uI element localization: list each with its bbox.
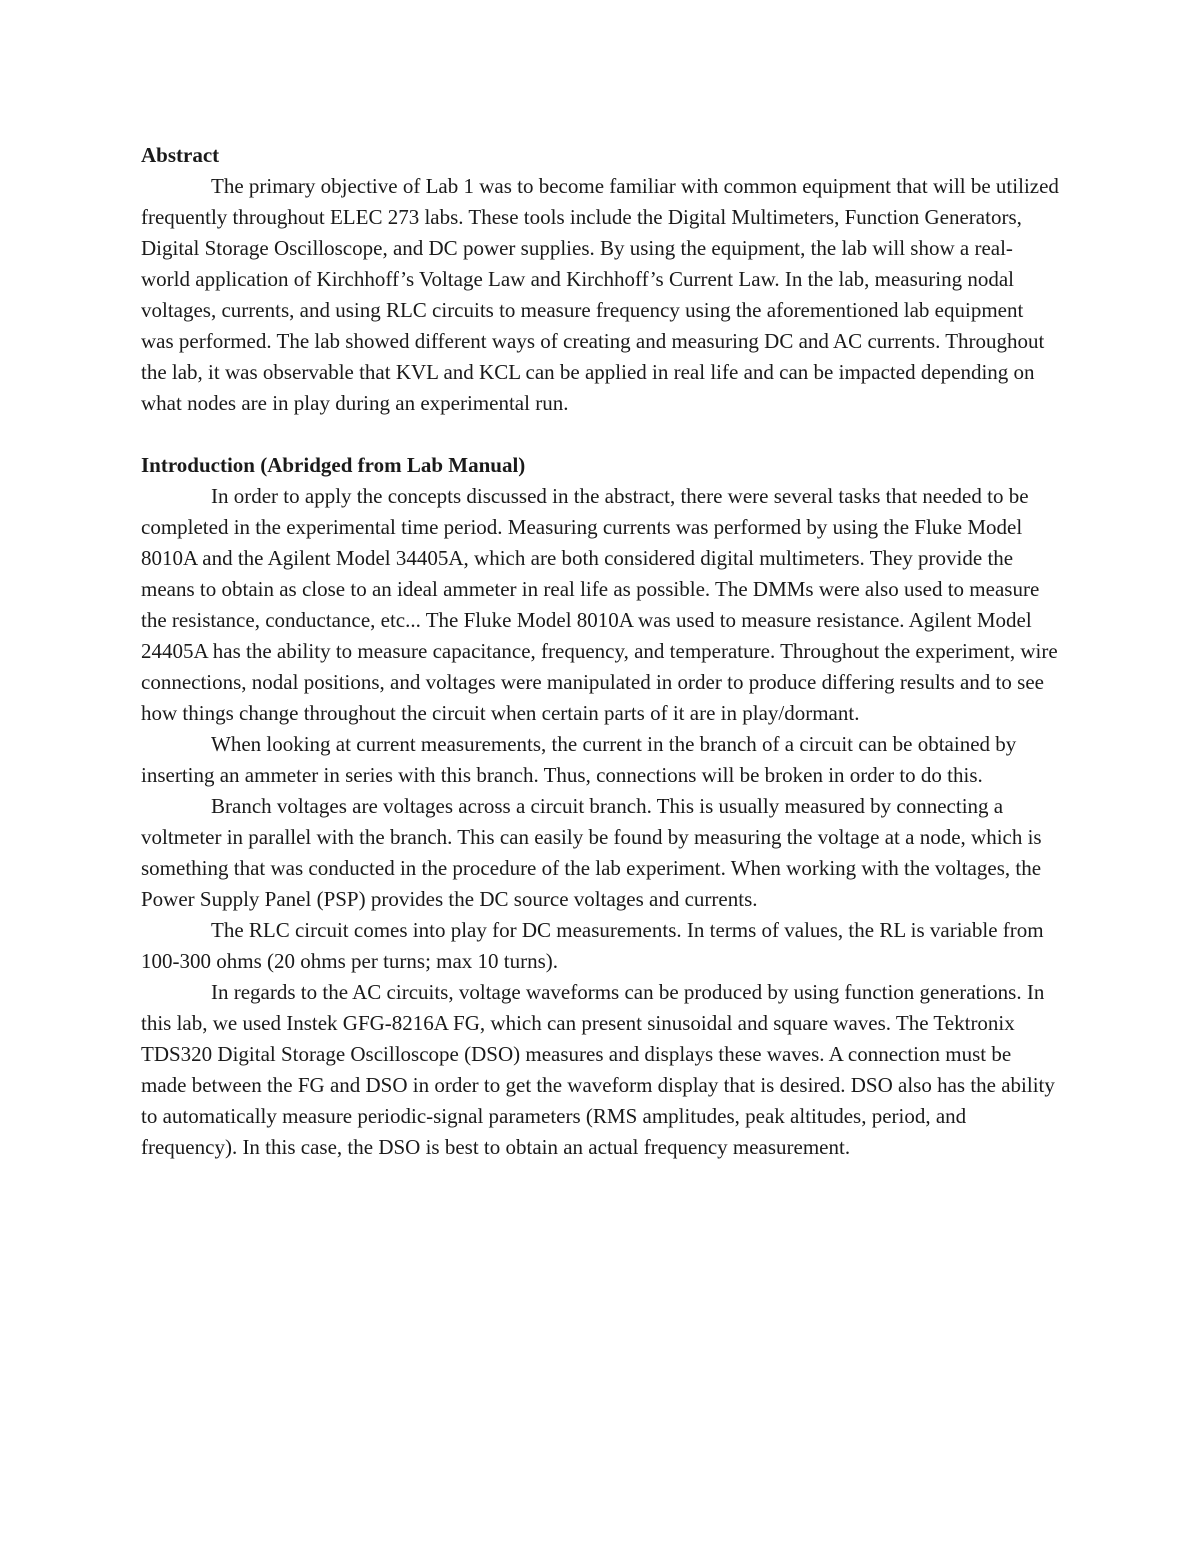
introduction-paragraph-3: Branch voltages are voltages across a circuit branch. This is usually measured by connecting a voltmeter in parallel with the branch. This can easily be found by measuring the voltage at a node, which is something that was conducted in the procedure of the lab experiment. When working with the voltages, the Power Supply Panel (PSP) provides the DC source voltages and currents. [141, 794, 1042, 911]
abstract-section [141, 140, 1061, 419]
abstract-paragraph: The primary objective of Lab 1 was to become familiar with common equipment that will be utilized frequently throughout ELEC 273 labs. These tools include the Digital Multimeters, Function Generators, Digital Storage Oscilloscope, and DC power supplies. By using the equipment, the lab will show a real-world application of Kirchhoff’s Voltage Law and Kirchhoff’s Current Law. In the lab, measuring nodal voltages, currents, and using RLC circuits to measure frequency using the aforementioned lab equipment was performed. The lab showed different ways of creating and measuring DC and AC currents. Throughout the lab, it was observable that KVL and KCL can be applied in real life and can be impacted depending on what nodes are in play during an experimental run. [141, 174, 1059, 415]
introduction-paragraph-2: When looking at current measurements, the current in the branch of a circuit can be obtained by inserting an ammeter in series with this branch. Thus, connections will be broken in order to do this. [141, 732, 1017, 787]
introduction-paragraph-4: The RLC circuit comes into play for DC measurements. In terms of values, the RL is variable from 100-300 ohms (20 ohms per turns; max 10 turns). [141, 918, 1044, 973]
introduction-paragraph-5: In regards to the AC circuits, voltage waveforms can be produced by using function generations. In this lab, we used Instek GFG-8216A FG, which can present sinusoidal and square waves. The Tektronix TDS320 Digital Storage Oscilloscope (DSO) measures and displays these waves. A connection must be made between the FG and DSO in order to get the waveform display that is desired. DSO also has the ability to automatically measure periodic-signal parameters (RMS amplitudes, peak altitudes, period, and frequency). In this case, the DSO is best to obtain an actual frequency measurement. [141, 980, 1055, 1159]
abstract-heading: Abstract [141, 143, 220, 167]
introduction-section [141, 450, 1061, 1163]
document-body [141, 140, 1061, 1163]
introduction-heading: Introduction (Abridged from Lab Manual) [141, 453, 526, 477]
introduction-paragraph-1: In order to apply the concepts discussed in the abstract, there were several tasks that needed to be completed in the experimental time period. Measuring currents was performed by using the Fluke Model 8010A and the Agilent Model 34405A, which are both considered digital multimeters. They provide the means to obtain as close to an ideal ammeter in real life as possible. The DMMs were also used to measure the resistance, conductance, etc... The Fluke Model 8010A was used to measure resistance. Agilent Model 24405A has the ability to measure capacitance, frequency, and temperature. Throughout the experiment, wire connections, nodal positions, and voltages were manipulated in order to produce differing results and to see how things change throughout the circuit when certain parts of it are in play/dormant. [141, 484, 1058, 725]
